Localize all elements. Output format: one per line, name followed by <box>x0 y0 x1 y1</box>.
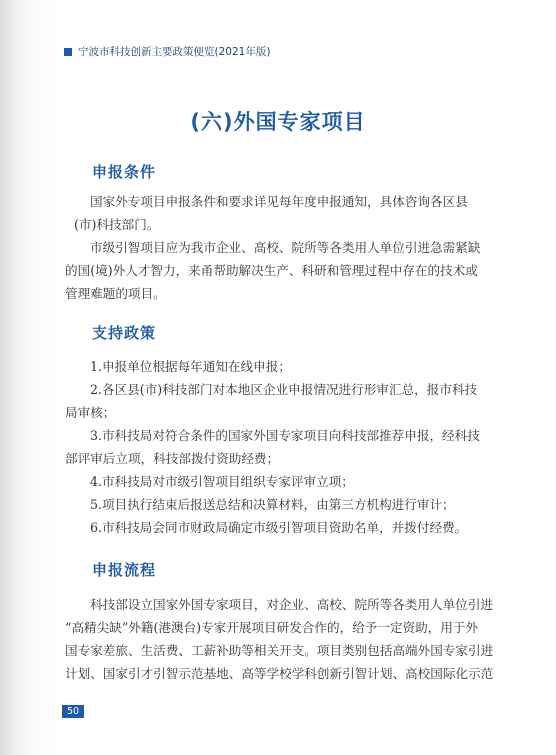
list-item: 3.市科技局对符合条件的国家外国专家项目向科技部推荐申报，经科技 <box>90 428 480 443</box>
list-item: 4.市科技局对市级引智项目组织专家评审立项； <box>90 474 354 489</box>
header-square-icon <box>64 48 72 56</box>
section-heading-process: 申报流程 <box>92 561 157 579</box>
section-body-process <box>65 593 495 685</box>
page-title: (六)外国专家项目 <box>190 110 366 134</box>
text-line: 管理难题的项目。 <box>65 286 166 301</box>
text-line: 的国(境)外人才智力，来甬帮助解决生产、科研和管理过程中存在的技术或 <box>65 263 478 278</box>
text-line: 计划、国家引才引智示范基地、高等学校学科创新引智计划、高校国际化示范 <box>65 666 494 681</box>
text-line: 市级引智项目应为我市企业、高校、院所等各类用人单位引进急需紧缺 <box>90 240 481 255</box>
list-item: 2.各区县(市)科技部门对本地区企业申报情况进行形审汇总，报市科技 <box>90 382 478 397</box>
text-line: 国专家差旅、生活费、工薪补助等相关开支。项目类别包括高端外国专家引进 <box>65 643 494 658</box>
page-number: 50 <box>62 705 84 718</box>
running-header <box>64 44 270 59</box>
text-line: 科技部设立国家外国专家项目，对企业、高校、院所等各类用人单位引进 <box>90 597 493 612</box>
section-heading-conditions: 申报条件 <box>92 163 157 181</box>
list-item: 1.申报单位根据每年通知在线申报； <box>90 359 291 374</box>
section-body-policy <box>65 355 495 539</box>
section-heading-policy: 支持政策 <box>92 324 157 342</box>
list-item-continuation: 部评审后立项，科技部拨付资助经费； <box>65 451 280 466</box>
text-line: “高精尖缺”外籍(港澳台)专家开展项目研发合作的，给予一定资助，用于外 <box>65 620 479 635</box>
text-line: 国家外专项目申报条件和要求详见每年度申报通知，具体咨询各区县 <box>90 194 468 209</box>
list-item: 5.项目执行结束后报送总结和决算材料，由第三方机构进行审计； <box>90 497 455 512</box>
section-body-conditions <box>65 190 495 305</box>
list-item-continuation: 局审核； <box>65 405 116 420</box>
list-item: 6.市科技局会同市财政局确定市级引智项目资助名单，并拨付经费。 <box>90 520 468 535</box>
header-text: 宁波市科技创新主要政策便览(2021年版) <box>78 46 271 58</box>
text-line: (市)科技部门。 <box>74 217 160 232</box>
